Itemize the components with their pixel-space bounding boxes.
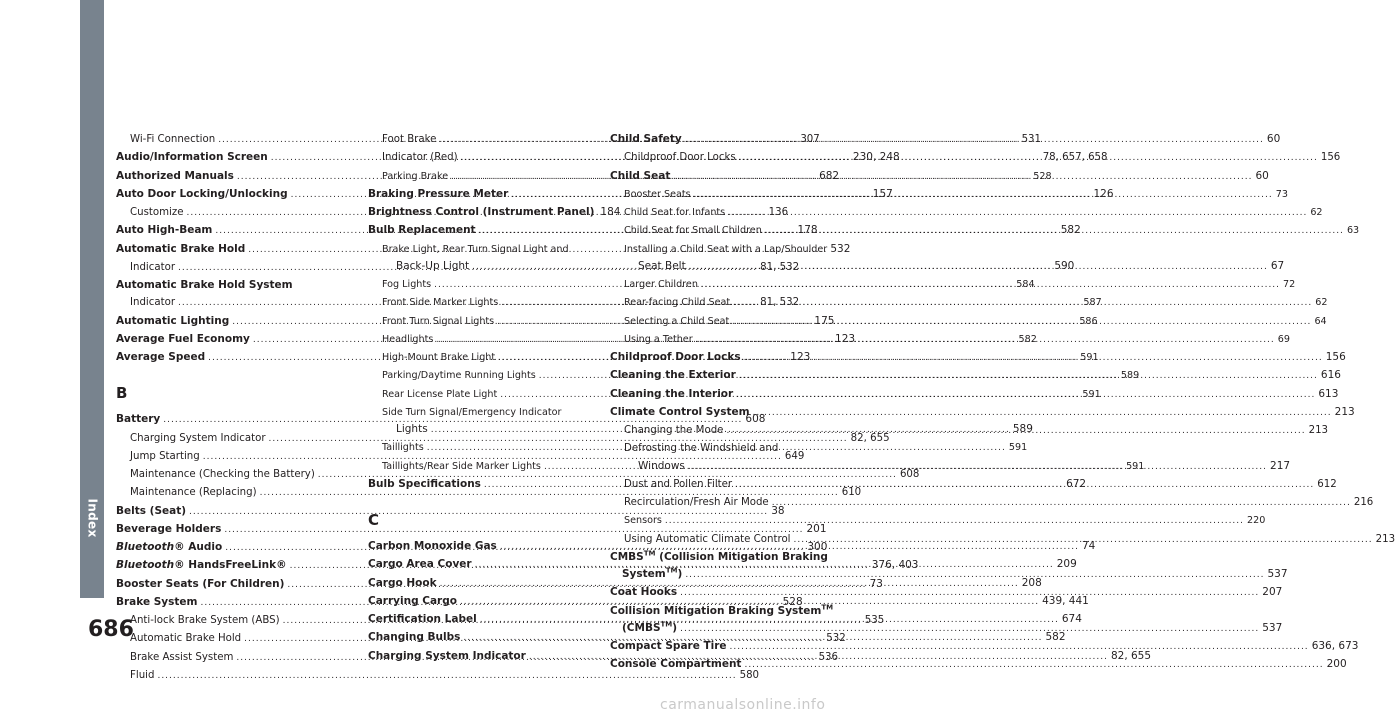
dot-leader [685,132,1264,149]
entry-term: Child Safety [610,133,682,145]
entry-term: Audio/Information Screen [116,151,268,164]
entry-page-ref: 207 [1262,586,1283,599]
entry-term: Charging System Indicator [368,649,526,662]
entry-page-ref: 307 [800,134,820,145]
dot-leader [688,459,1267,476]
entry-page-ref: 610 [841,487,862,499]
dot-leader [739,368,1318,385]
entry-term: Seat Belt [638,259,686,272]
index-entry [610,494,1374,512]
entry-term: Certification Label [368,613,477,625]
entry-page-ref: 178 [797,224,818,237]
index-entry [610,656,1347,674]
entry-term: Booster Seats [624,188,691,200]
entry-term: Carbon Monoxide Gas [368,540,497,552]
entry-page-ref: 123 [790,351,811,363]
entry-term: Indicator [130,261,176,273]
entry-term: Auto Door Locking/Unlocking [116,187,288,200]
entry-term: Side Turn Signal/Emergency Indicator [382,406,562,418]
entry-term: Selecting a Child Seat [624,315,730,327]
entry-page-ref: 591 [1126,460,1145,472]
entry-term: Auto High-Beam [116,224,213,237]
entry-page-ref: 213 [1375,533,1395,545]
entry-page-ref: 591 [1008,442,1028,454]
entry-page-ref: 439, 441 [1042,594,1089,607]
entry-page-ref: 201 [806,522,827,535]
index-entry-bluetooth-handsfreelink: Bluetooth® HandsFreeLink® ..... 376, 403 [116,557,348,575]
dot-leader [753,405,1332,422]
dot-leader [736,387,1315,404]
entry-page-ref: 535 [864,615,885,626]
entry-term: Child Seat for Small Children [624,225,762,237]
entry-term: Carrying Cargo [368,594,457,607]
entry-page-ref: 591 [1082,388,1101,400]
entry-term: Brake Light, Rear Turn Signal Light and [382,243,569,255]
entry-page-ref: 60 [1255,169,1269,182]
entry-page-ref: 81, 532 [760,261,800,273]
entry-page-ref: 532 [826,633,846,645]
entry-page-ref: 157 [872,187,893,200]
entry-page-ref: 532 [830,242,851,255]
entry-page-ref: 213 [1334,405,1355,418]
entry-term: Charging System Indicator [130,432,266,444]
entry-page-ref: 126 [1093,187,1114,200]
entry-term: Authorized Manuals [116,169,234,182]
dot-leader [733,295,1312,312]
entry-page-ref: 136 [768,207,789,218]
entry-term: Battery [116,413,161,426]
entry-page-ref: 580 [739,669,760,681]
entry-page-ref: 587 [1083,297,1102,309]
entry-term: Brightness Control (Instrument Panel) [368,206,595,218]
entry-page-ref: 208 [1021,576,1042,589]
entry-term: Windows [638,459,685,472]
dot-leader [689,259,1268,276]
dot-leader [772,495,1351,512]
dot-leader [732,314,1311,331]
section-heading-b: B [116,384,128,403]
entry-term: Brake Assist System [130,651,234,663]
entry-page-ref: 82, 655 [1110,649,1152,662]
entry-page-ref: 586 [1079,315,1098,327]
entry-term: Braking Pressure Meter [368,187,509,200]
entry-term: Back-Up Light [396,259,470,272]
entry-page-ref: 74 [1081,540,1096,552]
entry-term: Recirculation/Fresh Air Mode [624,497,769,508]
entry-term: Average Speed [116,351,206,363]
index-entry [116,277,348,294]
index-entry-collision-mitigation-cont: (CMBS™) ..... 537 [610,620,842,638]
entry-page-ref: 62 [1310,207,1323,218]
entry-term: Booster Seats (For Children) [116,577,285,590]
entry-term: Average Fuel Economy [116,332,250,345]
entry-term: High-Mount Brake Light [382,352,496,363]
entry-term: Headlights [382,333,434,345]
entry-term: Jump Starting [130,450,200,462]
entry-page-ref: 589 [1120,370,1140,382]
index-entry-cmbs-cont: System™) ..... 537 [610,566,842,584]
index-entry [368,241,600,258]
dot-leader [744,350,1323,367]
entry-term: Console Compartment [610,658,742,671]
entry-page-ref: 69 [1277,333,1291,345]
page-number: 686 [88,617,134,642]
entry-term: Customize [130,207,184,218]
entry-term: Compact Spare Tire [610,640,727,652]
watermark: carmanualsonline.info [660,697,826,713]
entry-term: Wi-Fi Connection [130,134,216,145]
entry-term: Indicator (Red) [382,152,458,164]
entry-page-ref: 216 [1353,497,1374,508]
entry-term: Taillights [382,442,424,454]
entry-page-ref: 682 [819,169,840,182]
entry-page-ref: 584 [1016,279,1035,290]
dot-leader [696,332,1275,349]
entry-term: Cargo Area Cover [368,558,472,571]
entry-term: Child Seat for Infants [624,207,726,218]
entry-term: Childproof Door Locks [610,351,741,363]
dot-leader [765,223,1344,240]
index-entry [116,667,760,685]
index-entry [610,512,1266,530]
entry-page-ref: 38 [771,504,785,517]
index-entry [610,440,842,457]
index-entry-collision-mitigation: Collision Mitigation Braking System™ [610,603,834,617]
dot-leader [730,639,1309,656]
entry-term: Defrosting the Windshield and [624,443,779,455]
entry-term: Fog Lights [382,279,432,290]
entry-page-ref: 220 [1247,515,1266,527]
entry-term: Installing a Child Seat with a Lap/Shoulder [624,243,828,255]
entry-page-ref: 531 [1021,134,1042,145]
entry-page-ref: 200 [1326,658,1347,671]
entry-term: Parking/Daytime Running Lights [382,370,536,382]
entry-page-ref: 123 [835,332,856,345]
dot-leader [673,169,1252,186]
dot-leader [744,657,1323,674]
dot-leader [701,277,1280,294]
entry-page-ref: 590 [1054,259,1075,272]
entry-term: Changing the Mode [624,425,724,436]
entry-term: Parking Brake [382,170,449,182]
section-heading-c: C [368,511,380,529]
entry-page-ref: 649 [784,450,805,462]
entry-page-ref: 209 [1056,558,1077,571]
entry-page-ref: 672 [1066,477,1087,490]
entry-term: Using Automatic Climate Control [624,533,791,545]
entry-page-ref: 217 [1270,459,1291,472]
entry-term: Front Turn Signal Lights [382,315,495,327]
index-entry [610,404,1355,422]
entry-term: Bulb Replacement [368,224,476,237]
entry-page-ref: 528 [1033,170,1052,182]
entry-term: Maintenance (Checking the Battery) [130,469,315,480]
entry-page-ref: 608 [745,413,766,426]
entry-page-ref: 591 [1080,352,1099,363]
dot-leader [680,585,1259,602]
index-entry-bluetooth-audio: Bluetooth® Audio ..... 300 [116,539,348,557]
entry-page-ref: 536 [818,651,839,663]
entry-term: Maintenance (Replacing) [130,487,257,499]
entry-term: Beverage Holders [116,522,222,535]
entry-page-ref: 175 [814,314,835,327]
dot-leader [794,532,1373,549]
entry-term: Childproof Door Locks [624,152,736,164]
entry-term: Rear-facing Child Seat [624,297,731,309]
entry-page-ref: 582 [1045,631,1066,644]
dot-leader [739,150,1318,167]
entry-page-ref: 582 [1018,333,1037,345]
entry-page-ref: 73 [869,577,883,590]
dot-leader [728,205,1307,222]
entry-page-ref: 62 [1315,297,1328,309]
entry-term: Cleaning the Exterior [610,369,736,382]
entry-page-ref: 63 [1346,225,1360,237]
entry-page-ref: 78, 657, 658 [1042,152,1108,164]
entry-page-ref: 674 [1061,613,1082,625]
entry-term: Using a Tether [624,333,693,345]
entry-page-ref: 67 [1270,259,1285,272]
dot-leader [694,187,1273,204]
entry-page-ref: 72 [1283,279,1296,290]
entry-page-ref: 213 [1308,425,1329,436]
entry-page-ref: 582 [1060,224,1081,237]
entry-page-ref: 608 [899,469,920,480]
entry-term: Child Seat [610,169,671,182]
entry-page-ref: 82, 655 [850,432,890,444]
entry-term: Coat Hooks [610,586,678,599]
entry-page-ref: 156 [1325,351,1346,363]
entry-term: Belts (Seat) [116,504,187,517]
entry-term: Automatic Lighting [116,314,230,327]
entry-page-ref: 230, 248 [852,151,900,164]
entry-term: Dust and Pollen Filter [624,478,733,490]
index-tab-label: Index [85,498,100,538]
entry-term: Bulb Specifications [368,477,481,490]
entry-term: Front Side Marker Lights [382,297,499,309]
entry-page-ref: 616 [1320,369,1341,382]
entry-term: Rear License Plate Light [382,388,498,400]
entry-term: Automatic Brake Hold System [116,279,293,291]
entry-term: Sensors [624,515,662,527]
entry-page-ref: 613 [1318,387,1339,400]
entry-term: Cargo Hook [368,576,437,589]
entry-term: Larger Children [624,279,698,290]
entry-page-ref: 589 [1012,423,1033,435]
entry-page-ref: 60 [1266,133,1281,145]
index-entry [368,204,621,222]
dot-leader [726,423,1305,440]
index-entry-cmbs: CMBS™ (Collision Mitigation Braking [610,549,828,563]
entry-page-ref: 612 [1317,478,1337,490]
dot-leader [665,513,1244,530]
entry-term: Fluid [130,669,155,681]
entry-term: Taillights/Rear Side Marker Lights [382,460,541,472]
entry-term: Cleaning the Interior [610,387,734,400]
entry-term: Brake System [116,595,198,608]
entry-page-ref: 636, 673 [1311,640,1359,652]
entry-page-ref: 528 [782,595,803,608]
entry-term: Automatic Brake Hold [116,242,246,255]
dot-leader [735,477,1314,494]
entry-page-ref: 184 [600,206,621,218]
entry-term: Changing Bulbs [368,631,461,644]
index-entry [610,204,1323,222]
entry-page-ref: 64 [1314,315,1327,327]
entry-term: Lights [396,423,428,435]
entry-term: Anti-lock Brake System (ABS) [130,615,280,626]
entry-term: Automatic Brake Hold [130,633,242,645]
entry-term: Climate Control System [610,405,750,418]
entry-page-ref: 73 [1275,188,1288,200]
index-entry [610,241,842,258]
index-entry [368,404,600,421]
entry-page-ref: 81, 532 [760,297,800,309]
entry-term: Indicator [130,297,176,309]
entry-page-ref: 156 [1320,152,1341,164]
entry-term: Foot Brake [382,134,437,145]
